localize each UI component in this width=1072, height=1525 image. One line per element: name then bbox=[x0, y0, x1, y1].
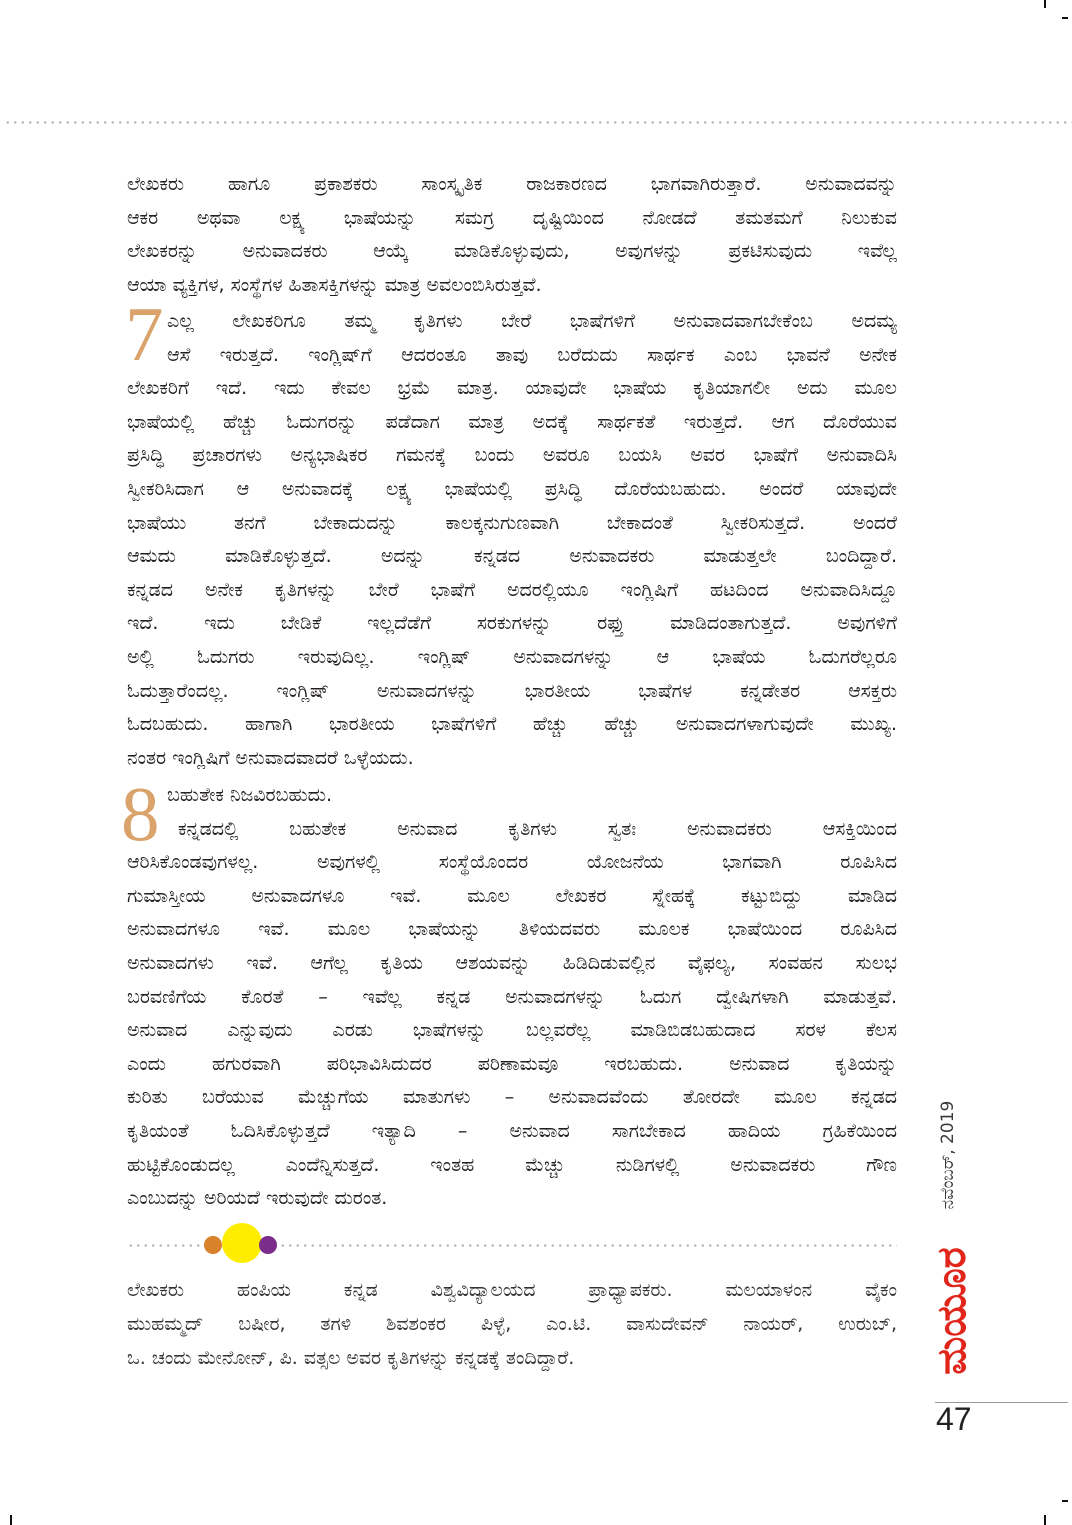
section-7-line: ಆಮದು ಮಾಡಿಕೊಳ್ಳುತ್ತದೆ. ಅದನ್ನು ಕನ್ನಡದ ಅನುವಾದಕರು ಮಾಡುತ್ತಲೇ ಬಂದಿದ್ದಾರೆ. bbox=[127, 545, 897, 568]
section-7-line: ಕನ್ನಡದ ಅನೇಕ ಕೃತಿಗಳನ್ನು ಬೇರೆ ಭಾಷೆಗೆ ಅದರಲ್ಲಿಯೂ ಇಂಗ್ಲಿಷಿಗೆ ಹಟದಿಂದ ಅನುವಾದಿಸಿದ್ದೂ bbox=[127, 578, 897, 601]
section-8-line: ಎಂಬುದನ್ನು ಅರಿಯದೆ ಇರುವುದೇ ದುರಂತ. bbox=[127, 1187, 388, 1210]
crop-mark bbox=[1062, 17, 1068, 19]
crop-mark bbox=[1044, 1515, 1046, 1525]
section-8-line: ಹುಟ್ಟಿಕೊಂಡುದಲ್ಲ ಎಂದೆನ್ನಿಸುತ್ತದೆ. ಇಂತಹ ಮೆಚ್ಚು ನುಡಿಗಳಲ್ಲಿ ಅನುವಾದಕರು ಗೌಣ bbox=[127, 1153, 897, 1176]
page-number: 47 bbox=[936, 1401, 972, 1437]
section-8-line: ಆರಿಸಿಕೊಂಡವುಗಳಲ್ಲ. ಅವುಗಳಲ್ಲಿ ಸಂಸ್ಥೆಯೊಂದರ ಯೋಜನೆಯ ಭಾಗವಾಗಿ ರೂಪಿಸಿದ bbox=[127, 851, 897, 874]
divider-dot-purple bbox=[259, 1236, 277, 1254]
section-7-line: ಅಲ್ಲಿ ಓದುಗರು ಇರುವುದಿಲ್ಲ. ಇಂಗ್ಲಿಷ್ ಅನುವಾದಗಳನ್ನು ಆ ಭಾಷೆಯ ಓದುಗರೆಲ್ಲರೂ bbox=[127, 645, 897, 668]
section-8-lead: ಬಹುತೇಕ ನಿಜವಿರಬಹುದು. bbox=[167, 784, 333, 806]
author-bio bbox=[127, 1273, 897, 1375]
author-bio-line: ಒ. ಚಂದು ಮೇನೋನ್, ಪಿ. ವತ್ಸಲ ಅವರ ಕೃತಿಗಳನ್ನು ಕನ್ನಡಕ್ಕೆ ತಂದಿದ್ದಾರೆ. bbox=[127, 1347, 575, 1369]
section-8-line: ಕೃತಿಯಂತೆ ಓದಿಸಿಕೊಳ್ಳುತ್ತದೆ ಇತ್ಯಾದಿ – ಅನುವಾದ ಸಾಗಬೇಕಾದ ಹಾದಿಯ ಗ್ರಹಿಕೆಯಿಂದ bbox=[127, 1119, 897, 1142]
section-7-paragraph bbox=[127, 305, 897, 775]
section-8-line: ಎಂದು ಹಗುರವಾಗಿ ಪರಿಭಾವಿಸಿದುದರ ಪರಿಣಾಮವೂ ಇರಬಹುದು. ಅನುವಾದ ಕೃತಿಯನ್ನು bbox=[127, 1052, 897, 1075]
section-8-line: ಕನ್ನಡದಲ್ಲಿ ಬಹುತೇಕ ಅನುವಾದ ಕೃತಿಗಳು ಸ್ವತಃ ಅನುವಾದಕರು ಆಸಕ್ತಿಯಿಂದ bbox=[178, 817, 897, 840]
section-8-line: ಅನುವಾದಗಳೂ ಇವೆ. ಮೂಲ ಭಾಷೆಯನ್ನು ತಿಳಿಯದವರು ಮೂಲಕ ಭಾಷೆಯಿಂದ ರೂಪಿಸಿದ bbox=[127, 918, 897, 941]
section-7-line: ಇದೆ. ಇದು ಬೇಡಿಕೆ ಇಲ್ಲದೆಡೆಗೆ ಸರಕುಗಳನ್ನು ರಫ್ತು ಮಾಡಿದಂತಾಗುತ್ತದೆ. ಅವುಗಳಿಗೆ bbox=[127, 612, 897, 635]
intro-line: ಲೇಖಕರನ್ನು ಅನುವಾದಕರು ಆಯ್ಕೆ ಮಾಡಿಕೊಳ್ಳುವುದು, ಅವುಗಳನ್ನು ಪ್ರಕಟಿಸುವುದು ಇವೆಲ್ಲ bbox=[127, 240, 897, 263]
section-7-line: ಭಾಷೆಯಲ್ಲಿ ಹೆಚ್ಚು ಓದುಗರನ್ನು ಪಡೆದಾಗ ಮಾತ್ರ ಅದಕ್ಕೆ ಸಾರ್ಥಕತೆ ಇರುತ್ತದೆ. ಆಗ ದೊರೆಯುವ bbox=[127, 410, 897, 433]
section-7-line: ನಂತರ ಇಂಗ್ಲಿಷಿಗೆ ಅನುವಾದವಾದರೆ ಒಳ್ಳೆಯದು. bbox=[127, 746, 414, 769]
section-8-paragraph bbox=[127, 813, 897, 1216]
section-7-number: 7 bbox=[125, 291, 164, 377]
divider-dot-yellow bbox=[222, 1223, 262, 1263]
divider-dots-left bbox=[127, 1244, 205, 1247]
crop-mark bbox=[1044, 0, 1046, 8]
section-7-line: ಓದಬಹುದು. ಹಾಗಾಗಿ ಭಾರತೀಯ ಭಾಷೆಗಳಿಗೆ ಹೆಚ್ಚು ಹೆಚ್ಚು ಅನುವಾದಗಳಾಗುವುದೇ ಮುಖ್ಯ. bbox=[127, 713, 897, 736]
magazine-logo: ಮಯೂರ bbox=[929, 1247, 975, 1375]
section-7-line: ಪ್ರಸಿದ್ಧಿ ಪ್ರಚಾರಗಳು ಅನ್ಯಭಾಷಿಕರ ಗಮನಕ್ಕೆ ಬಂದು ಅವರೂ ಬಯಸಿ ಅವರ ಭಾಷೆಗೆ ಅನುವಾದಿಸಿ bbox=[127, 444, 897, 467]
divider-dots-right bbox=[279, 1244, 897, 1247]
intro-line: ಲೇಖಕರು ಹಾಗೂ ಪ್ರಕಾಶಕರು ಸಾಂಸ್ಕೃತಿಕ ರಾಜಕಾರಣದ ಭಾಗವಾಗಿರುತ್ತಾರೆ. ಅನುವಾದವನ್ನು bbox=[127, 173, 897, 195]
issue-date: ನವೆಂಬರ್, 2019 bbox=[938, 1100, 958, 1210]
crop-mark bbox=[1062, 1500, 1068, 1502]
section-8-line: ಅನುವಾದಗಳು ಇವೆ. ಆಗೆಲ್ಲ ಕೃತಿಯ ಆಶಯವನ್ನು ಹಿಡಿದಿಡುವಲ್ಲಿನ ವೈಫಲ್ಯ, ಸಂವಹನ ಸುಲಭ bbox=[127, 951, 897, 974]
section-7-line: ಓದುತ್ತಾರೆಂದಲ್ಲ. ಇಂಗ್ಲಿಷ್ ಅನುವಾದಗಳನ್ನು ಭಾರತೀಯ ಭಾಷೆಗಳ ಕನ್ನಡೇತರ ಆಸಕ್ತರು bbox=[127, 679, 897, 702]
intro-line: ಆಯಾ ವ್ಯಕ್ತಿಗಳ, ಸಂಸ್ಥೆಗಳ ಹಿತಾಸಕ್ತಿಗಳನ್ನು ಮಾತ್ರ ಅವಲಂಬಿಸಿರುತ್ತವೆ. bbox=[127, 273, 542, 296]
intro-line: ಆಕರ ಅಥವಾ ಲಕ್ಷ್ಯ ಭಾಷೆಯನ್ನು ಸಮಗ್ರ ದೃಷ್ಟಿಯಿಂದ ನೋಡದೆ ತಮತಮಗೆ ನಿಲುಕುವ bbox=[127, 206, 897, 229]
section-7-line: ಎಲ್ಲ ಲೇಖಕರಿಗೂ ತಮ್ಮ ಕೃತಿಗಳು ಬೇರೆ ಭಾಷೆಗಳಿಗೆ ಅನುವಾದವಾಗಬೇಕೆಂಬ ಅದಮ್ಯ bbox=[167, 310, 897, 332]
section-7-line: ಲೇಖಕರಿಗೆ ಇದೆ. ಇದು ಕೇವಲ ಭ್ರಮೆ ಮಾತ್ರ. ಯಾವುದೇ ಭಾಷೆಯ ಕೃತಿಯಾಗಲೀ ಅದು ಮೂಲ bbox=[127, 377, 897, 400]
section-7-line: ಸ್ವೀಕರಿಸಿದಾಗ ಆ ಅನುವಾದಕ್ಕೆ ಲಕ್ಷ್ಯ ಭಾಷೆಯಲ್ಲಿ ಪ್ರಸಿದ್ಧಿ ದೊರೆಯಬಹುದು. ಅಂದರೆ ಯಾವುದೇ bbox=[127, 477, 897, 500]
section-8-number: 8 bbox=[121, 771, 160, 857]
crop-mark bbox=[10, 1515, 12, 1525]
section-8-line: ಅನುವಾದ ಎನ್ನುವುದು ಎರಡು ಭಾಷೆಗಳನ್ನು ಬಲ್ಲವರೆಲ್ಲ ಮಾಡಿಬಿಡಬಹುದಾದ ಸರಳ ಕೆಲಸ bbox=[127, 1019, 897, 1042]
divider-dot-orange bbox=[204, 1236, 222, 1254]
section-8-line: ಬರವಣಿಗೆಯ ಕೊರತೆ – ಇವೆಲ್ಲ ಕನ್ನಡ ಅನುವಾದಗಳನ್ನು ಓದುಗ ದ್ವೇಷಿಗಳಾಗಿ ಮಾಡುತ್ತವೆ. bbox=[127, 985, 897, 1008]
intro-paragraph bbox=[127, 168, 897, 302]
author-bio-line: ಮುಹಮ್ಮದ್ ಬಷೀರ, ತಗಳಿ ಶಿವಶಂಕರ ಪಿಳ್ಳೆ, ಎಂ.ಟಿ. ವಾಸುದೇವನ್ ನಾಯರ್, ಉರುಬ್, bbox=[127, 1313, 897, 1335]
section-7-line: ಭಾಷೆಯು ತನಗೆ ಬೇಕಾದುದನ್ನು ಕಾಲಕ್ಕನುಗುಣವಾಗಿ ಬೇಕಾದಂತೆ ಸ್ವೀಕರಿಸುತ್ತದೆ. ಅಂದರೆ bbox=[127, 511, 897, 534]
section-8-line: ಕುರಿತು ಬರೆಯುವ ಮೆಚ್ಚುಗೆಯ ಮಾತುಗಳು – ಅನುವಾದವೆಂದು ತೋರದೇ ಮೂಲ ಕನ್ನಡದ bbox=[127, 1086, 897, 1109]
section-8-line: ಗುಮಾಸ್ತೀಯ ಅನುವಾದಗಳೂ ಇವೆ. ಮೂಲ ಲೇಖಕರ ಸ್ನೇಹಕ್ಕೆ ಕಟ್ಟುಬಿದ್ದು ಮಾಡಿದ bbox=[127, 884, 897, 907]
top-dotted-rule bbox=[4, 121, 1072, 124]
section-7-line: ಆಸೆ ಇರುತ್ತದೆ. ಇಂಗ್ಲಿಷ್‌ಗೆ ಆದರಂತೂ ತಾವು ಬರೆದುದು ಸಾರ್ಥಕ ಎಂಬ ಭಾವನೆ ಅನೇಕ bbox=[167, 343, 897, 366]
author-bio-line: ಲೇಖಕರು ಹಂಪಿಯ ಕನ್ನಡ ವಿಶ್ವವಿದ್ಯಾಲಯದ ಪ್ರಾಧ್ಯಾಪಕರು. ಮಲಯಾಳಂನ ವೈಕಂ bbox=[127, 1279, 897, 1301]
